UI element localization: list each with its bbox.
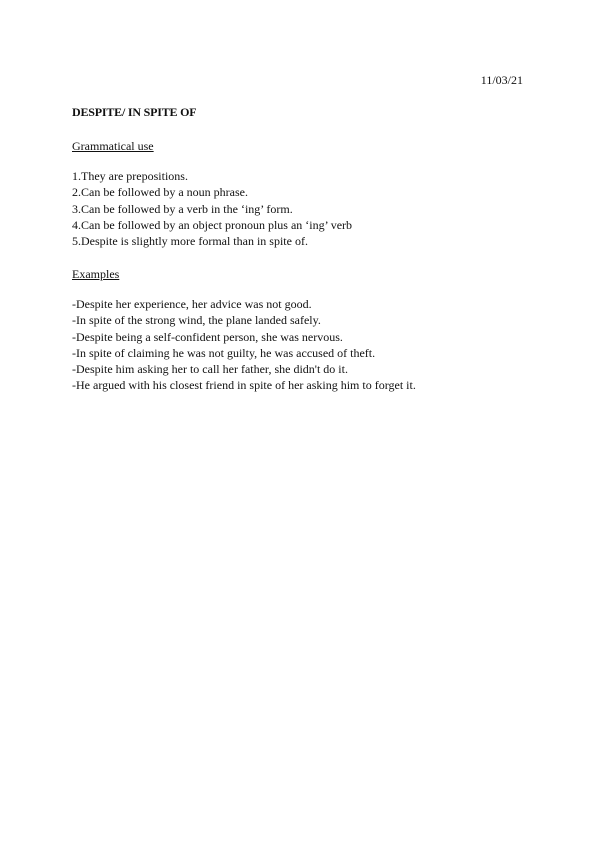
- grammatical-use-heading: Grammatical use: [72, 139, 154, 153]
- document-date: 11/03/21: [480, 73, 523, 87]
- grammatical-use-item: 4.Can be followed by an object pronoun plus an ‘ing’ verb: [72, 217, 353, 232]
- grammatical-use-item: 5.Despite is slightly more formal than in spite of.: [72, 234, 308, 249]
- grammatical-use-item: 3.Can be followed by a verb in the ‘ing’ form.: [72, 201, 293, 216]
- example-item: -Despite being a self-confident person, she was nervous.: [72, 329, 343, 344]
- grammatical-use-item: 1.They are prepositions.: [72, 169, 188, 183]
- example-item: -In spite of claiming he was not guilty, he was accused of theft.: [72, 345, 376, 360]
- grammatical-use-list: [72, 168, 352, 249]
- document-title: DESPITE/ IN SPITE OF: [72, 105, 197, 119]
- example-item: -Despite her experience, her advice was not good.: [72, 297, 312, 311]
- example-item: -He argued with his closest friend in spite of her asking him to forget it.: [72, 378, 416, 393]
- grammatical-use-item: 2.Can be followed by a noun phrase.: [72, 185, 248, 200]
- example-item: -Despite him asking her to call her father, she didn't do it.: [72, 362, 348, 377]
- example-item: -In spite of the strong wind, the plane landed safely.: [72, 313, 321, 328]
- examples-list: [72, 296, 416, 394]
- examples-heading: Examples: [72, 267, 120, 281]
